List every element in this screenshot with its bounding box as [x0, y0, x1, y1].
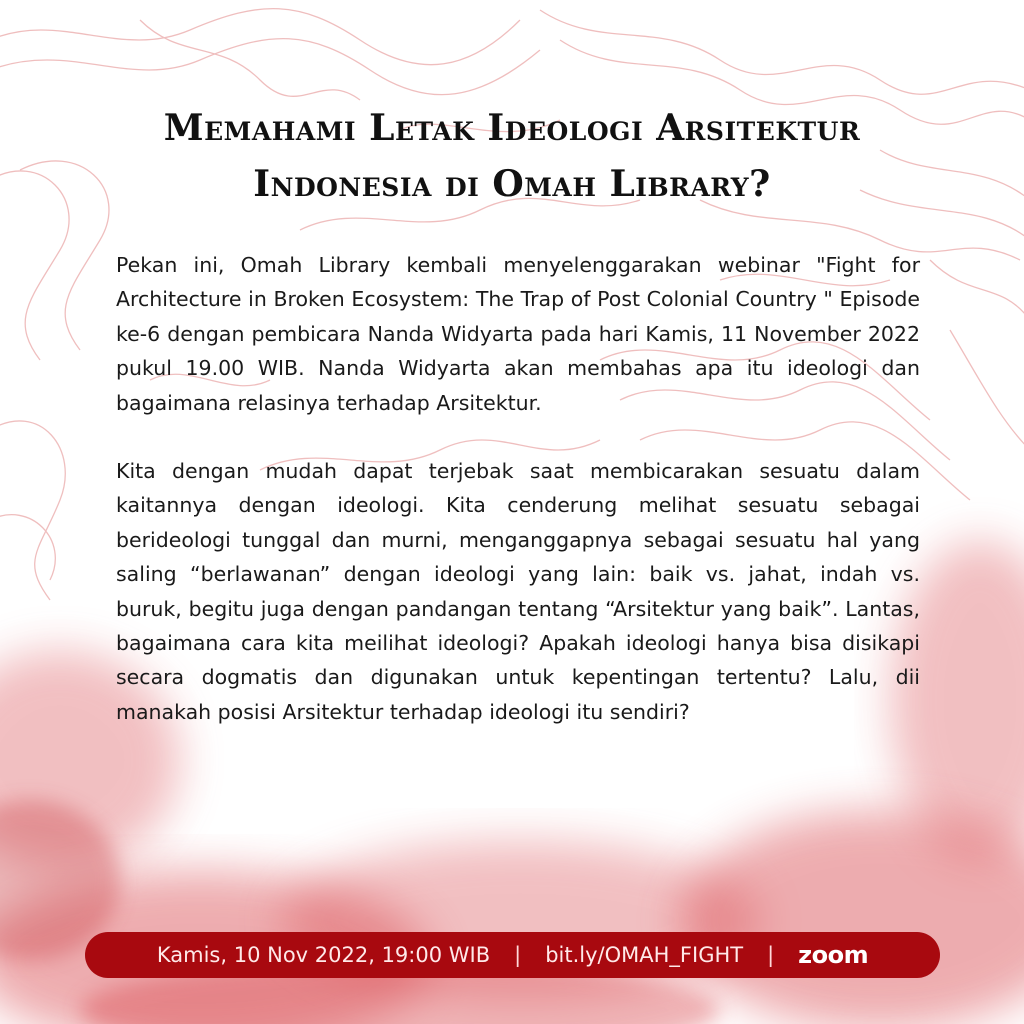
event-info-bar	[85, 932, 940, 978]
paragraph-2: Kita dengan mudah dapat terjebak saat membicarakan sesuatu dalam kaitannya dengan ideologi. Kita cenderung melihat sesuatu sebagai berideologi tunggal dan murni, menganggapnya sebagai sesuatu hal yang saling “berlawanan” dengan ideologi yang lain: baik vs. jahat, indah vs. buruk, begitu juga dengan pandangan tentang “Arsitektur yang baik”. Lantas, bagaimana cara kita meilihat ideologi? Apakah ideologi hanya bisa disikapi secara dogmatis dan digunakan untuk kepentingan tertentu? Lalu, dii manakah posisi Arsitektur terhadap ideologi itu sendiri?	[116, 459, 920, 724]
page-title	[0, 100, 1024, 212]
title-line-1: Memahami Letak Ideologi Arsitektur	[163, 107, 861, 149]
paragraph-1: Pekan ini, Omah Library kembali menyelenggarakan webinar "Fight for Architecture in Broken Ecosystem: The Trap of Post Colonial Country " Episode ke-6 dengan pembicara Nanda Widyarta pada hari Kamis, 11 November 2022 pukul 19.00 WIB. Nanda Widyarta akan membahas apa itu ideologi dan bagaimana relasinya terhadap Arsitektur.	[116, 253, 920, 415]
event-date-time: Kamis, 10 Nov 2022, 19:00 WIB	[156, 943, 491, 967]
title-line-2: Indonesia di Omah Library?	[253, 163, 771, 205]
description-text	[116, 248, 920, 729]
separator: |	[514, 943, 522, 967]
registration-link[interactable]: bit.ly/OMAH_FIGHT	[545, 943, 744, 967]
separator: |	[767, 943, 775, 967]
zoom-logo: zoom	[798, 941, 869, 969]
